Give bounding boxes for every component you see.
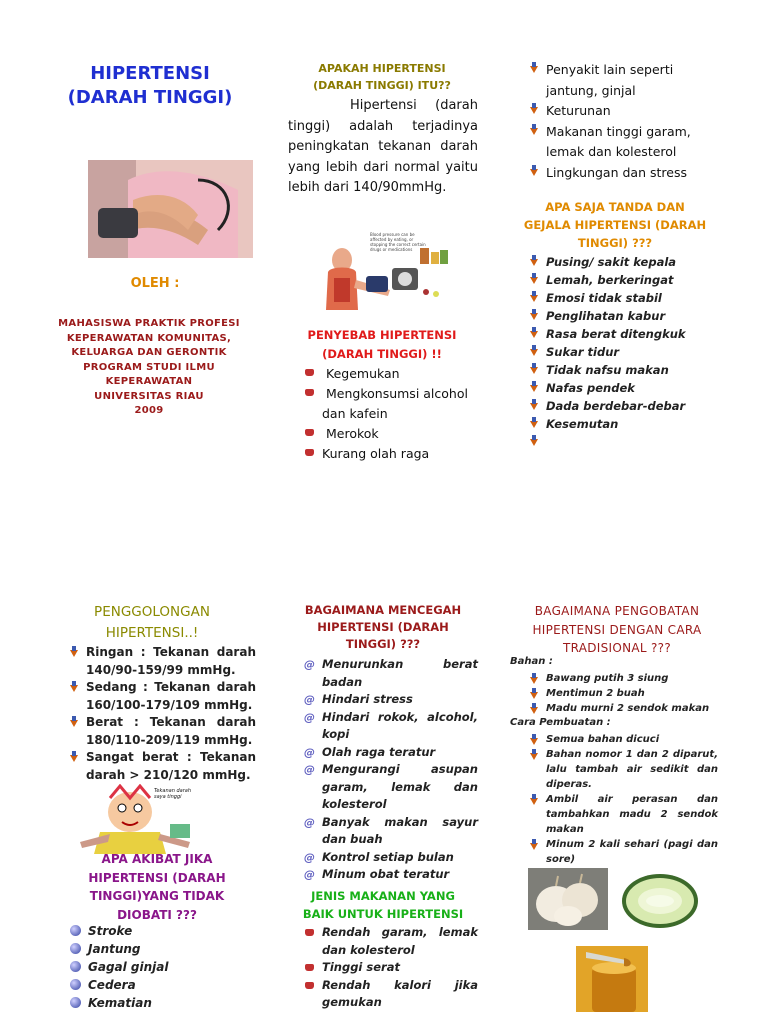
list-item <box>526 701 726 716</box>
effect-heading-line1: APA AKIBAT JIKA <box>101 852 213 866</box>
list-item <box>302 744 478 762</box>
list-item-text: Mengkonsumsi alcohol dan kafein <box>322 386 468 421</box>
list-item <box>302 814 478 849</box>
ingredient-list <box>526 671 726 716</box>
list-item <box>526 837 718 867</box>
symptom-heading-line2: GEJALA HIPERTENSI (DARAH <box>523 218 707 232</box>
list-item-text: Penyakit lain seperti jantung, ginjal <box>546 62 674 98</box>
cartoon-caption: Tekanan darah saya tinggi <box>154 788 191 800</box>
list-item-text: Kesemutan <box>546 417 619 431</box>
list-item-text: Lemah, berkeringat <box>546 273 674 287</box>
step-list <box>526 732 718 867</box>
list-item <box>526 253 726 271</box>
list-item-text: Sedang : Tekanan darah 160/100-179/109 mmHg. <box>86 680 256 712</box>
list-item-text: Sangat berat : Tekanan darah > 210/120 mmHg. <box>86 750 256 782</box>
list-item-text: Merokok <box>326 426 379 441</box>
list-item <box>66 679 256 714</box>
list-item-text: Nafas pendek <box>546 381 635 395</box>
symptom-heading-line3: TINGGI) ??? <box>577 236 653 250</box>
list-item <box>526 307 726 325</box>
list-item <box>526 60 726 101</box>
list-item-text: Ambil air perasan dan tambahkan madu 2 sendok makan <box>546 794 718 835</box>
prevention-heading-line3: TINGGI) ??? <box>345 637 421 651</box>
cara-label: Cara Pembuatan : <box>510 717 611 728</box>
classification-heading <box>72 602 232 644</box>
list-item <box>68 976 228 994</box>
list-item <box>302 924 478 959</box>
list-item-text: Lingkungan dan stress <box>546 164 687 180</box>
list-item-text: Minum obat teratur <box>322 867 450 881</box>
list-item-text: Kegemukan <box>326 366 400 381</box>
list-item <box>302 444 482 464</box>
list-item-text: Kontrol setiap bulan <box>322 849 454 864</box>
list-item-text: Semua bahan dicuci <box>546 734 660 745</box>
hypertension-cartoon <box>70 784 198 854</box>
food-heading-line2: BAIK UNTUK HIPERTENSI <box>302 906 464 921</box>
author-line: MAHASISWA PRAKTIK PROFESI <box>58 318 240 329</box>
list-item <box>526 747 718 792</box>
definition-heading-line1: APAKAH HIPERTENSI <box>318 62 446 75</box>
food-list <box>302 924 478 1012</box>
cover-title-line2: (DARAH TINGGI) <box>67 87 233 108</box>
definition-text: Hipertensi (darah tinggi) adalah terjadinya peningkatan tekanan darah yang lebih dari normal yaitu lebih dari 140/90mmHg. <box>288 98 478 195</box>
prevention-heading-line2: HIPERTENSI (DARAH <box>317 620 449 634</box>
list-item <box>526 163 726 184</box>
list-item <box>302 424 482 444</box>
treatment-heading-line2: HIPERTENSI DENGAN CARA <box>532 622 702 637</box>
cause-heading <box>292 326 472 364</box>
author-line: PROGRAM STUDI ILMU <box>83 361 215 373</box>
definition-heading <box>282 60 482 94</box>
treatment-heading-line3: TRADISIONAL ??? <box>562 641 672 655</box>
list-item <box>526 122 726 163</box>
list-item-text: Kematian <box>88 996 152 1010</box>
author-line: UNIVERSITAS RIAU <box>94 390 204 402</box>
list-item <box>526 289 726 307</box>
list-item <box>302 866 478 884</box>
list-item <box>302 761 478 814</box>
list-item <box>68 958 228 976</box>
list-item-text: Pusing/ sakit kepala <box>546 255 677 269</box>
blood-pressure-photo <box>88 160 253 258</box>
prevention-heading <box>290 602 476 653</box>
list-item-text: Minum 2 kali sehari (pagi dan sore) <box>546 839 718 865</box>
symptom-heading-line1: APA SAJA TANDA DAN <box>545 200 685 214</box>
list-item <box>526 101 726 122</box>
bahan-label: Bahan : <box>510 656 553 667</box>
list-item-text: Bawang putih 3 siung <box>546 673 669 684</box>
list-item-text: Rendah kalori jika gemukan <box>322 977 478 1009</box>
list-item <box>526 792 718 837</box>
list-item <box>66 644 256 679</box>
list-item-text: Ringan : Tekanan darah 140/90-159/99 mmHg. <box>86 645 256 677</box>
list-item <box>302 364 482 384</box>
list-item-text: Dada berdebar-debar <box>546 399 686 413</box>
effect-heading-line3: TINGGI)YANG TIDAK <box>89 889 225 903</box>
list-item <box>302 709 478 744</box>
list-item <box>302 691 478 709</box>
effect-heading-line4: DIOBATI ??? <box>117 907 197 922</box>
list-item <box>66 714 256 749</box>
symptom-heading <box>510 198 720 252</box>
list-item <box>68 994 228 1012</box>
list-item <box>526 671 726 686</box>
prevention-heading-line1: BAGAIMANA MENCEGAH <box>304 603 462 617</box>
list-item-text: Penglihatan kabur <box>546 309 666 323</box>
cause-list <box>302 364 482 464</box>
effect-list <box>68 922 228 1012</box>
list-item <box>66 749 256 784</box>
list-item <box>526 379 726 397</box>
food-heading <box>290 888 476 923</box>
effect-heading <box>72 850 242 924</box>
list-item <box>302 959 478 977</box>
list-item-text: Mentimun 2 buah <box>546 688 645 699</box>
list-item-text: Tidak nafsu makan <box>546 363 669 377</box>
garlic-photo <box>528 868 608 930</box>
treatment-heading <box>512 602 722 658</box>
author-line: KEPERAWATAN KOMUNITAS, <box>66 332 232 344</box>
blood-pressure-illustration <box>320 230 450 310</box>
list-item-text: Berat : Tekanan darah 180/110-209/119 mmHg. <box>86 715 256 747</box>
cause-heading-line2: (DARAH TINGGI) !! <box>322 347 442 361</box>
list-item <box>526 271 726 289</box>
list-item <box>526 415 726 433</box>
cucumber-photo <box>620 872 700 930</box>
food-heading-line1: JENIS MAKANAN YANG <box>311 889 455 903</box>
list-item-text: Gagal ginjal <box>88 960 169 974</box>
classification-heading-line1: PENGGOLONGAN <box>94 604 210 620</box>
author-line: 2009 <box>134 405 164 416</box>
oleh-label: OLEH : <box>130 276 180 291</box>
list-item <box>302 384 482 424</box>
cover-title-line1: HIPERTENSI <box>90 63 210 84</box>
effect-heading-line2: HIPERTENSI (DARAH <box>88 870 226 885</box>
list-item-text: Hindari rokok, alcohol, kopi <box>322 709 478 741</box>
treatment-heading-line1: BAGAIMANA PENGOBATAN <box>534 604 700 618</box>
prevention-list <box>302 656 478 884</box>
definition-heading-line2: (DARAH TINGGI) ITU?? <box>313 79 451 92</box>
list-item-text: Olah raga teratur <box>322 744 436 759</box>
list-item <box>526 397 726 415</box>
list-item <box>68 940 228 958</box>
list-item <box>526 686 726 701</box>
illustration-caption: Blood pressure can be affected by eating, or stopping the correct certain drugs or medications <box>370 232 426 252</box>
list-item <box>526 325 726 343</box>
list-item <box>302 977 478 1012</box>
classification-heading-line2: HIPERTENSI..! <box>105 625 199 641</box>
list-item-text: Sukar tidur <box>546 345 620 359</box>
list-item-text: Keturunan <box>546 103 611 118</box>
list-item-text: Mengurangi asupan garam, lemak dan kolesterol <box>322 762 478 811</box>
cause-heading-line1: PENYEBAB HIPERTENSI <box>307 328 457 342</box>
list-item-text: Stroke <box>88 924 133 938</box>
cover-title <box>60 62 240 110</box>
list-item-text: Jantung <box>88 942 141 956</box>
symptom-list <box>526 253 726 451</box>
list-item-text: Tinggi serat <box>322 960 400 974</box>
author-block <box>44 317 254 419</box>
list-item-text: Rendah garam, lemak dan kolesterol <box>322 925 478 957</box>
list-item <box>302 656 478 691</box>
list-item-text: Cedera <box>88 978 136 992</box>
list-item-text: Menurunkan berat badan <box>322 657 478 689</box>
list-item-text: Makanan tinggi garam, lemak dan kolesterol <box>546 123 691 159</box>
list-item-text: Bahan nomor 1 dan 2 diparut, lalu tambah air sedikit dan diperas. <box>546 749 718 790</box>
classification-list <box>66 644 256 784</box>
author-line: KELUARGA DAN GERONTIK <box>71 347 227 358</box>
list-item-text: Kurang olah raga <box>322 446 430 461</box>
list-item <box>526 433 726 451</box>
author-line: KEPERAWATAN <box>105 376 193 387</box>
more-cause-list <box>526 60 726 183</box>
list-item <box>526 361 726 379</box>
list-item-text: Madu murni 2 sendok makan <box>546 703 710 714</box>
honey-photo <box>576 946 648 1012</box>
list-item <box>526 343 726 361</box>
list-item-text: Emosi tidak stabil <box>546 291 662 305</box>
list-item <box>526 732 718 747</box>
list-item-text: Rasa berat ditengkuk <box>546 327 686 341</box>
list-item-text: Hindari stress <box>322 692 413 706</box>
list-item <box>68 922 228 940</box>
list-item-text: Banyak makan sayur dan buah <box>322 814 478 846</box>
list-item <box>302 849 478 867</box>
